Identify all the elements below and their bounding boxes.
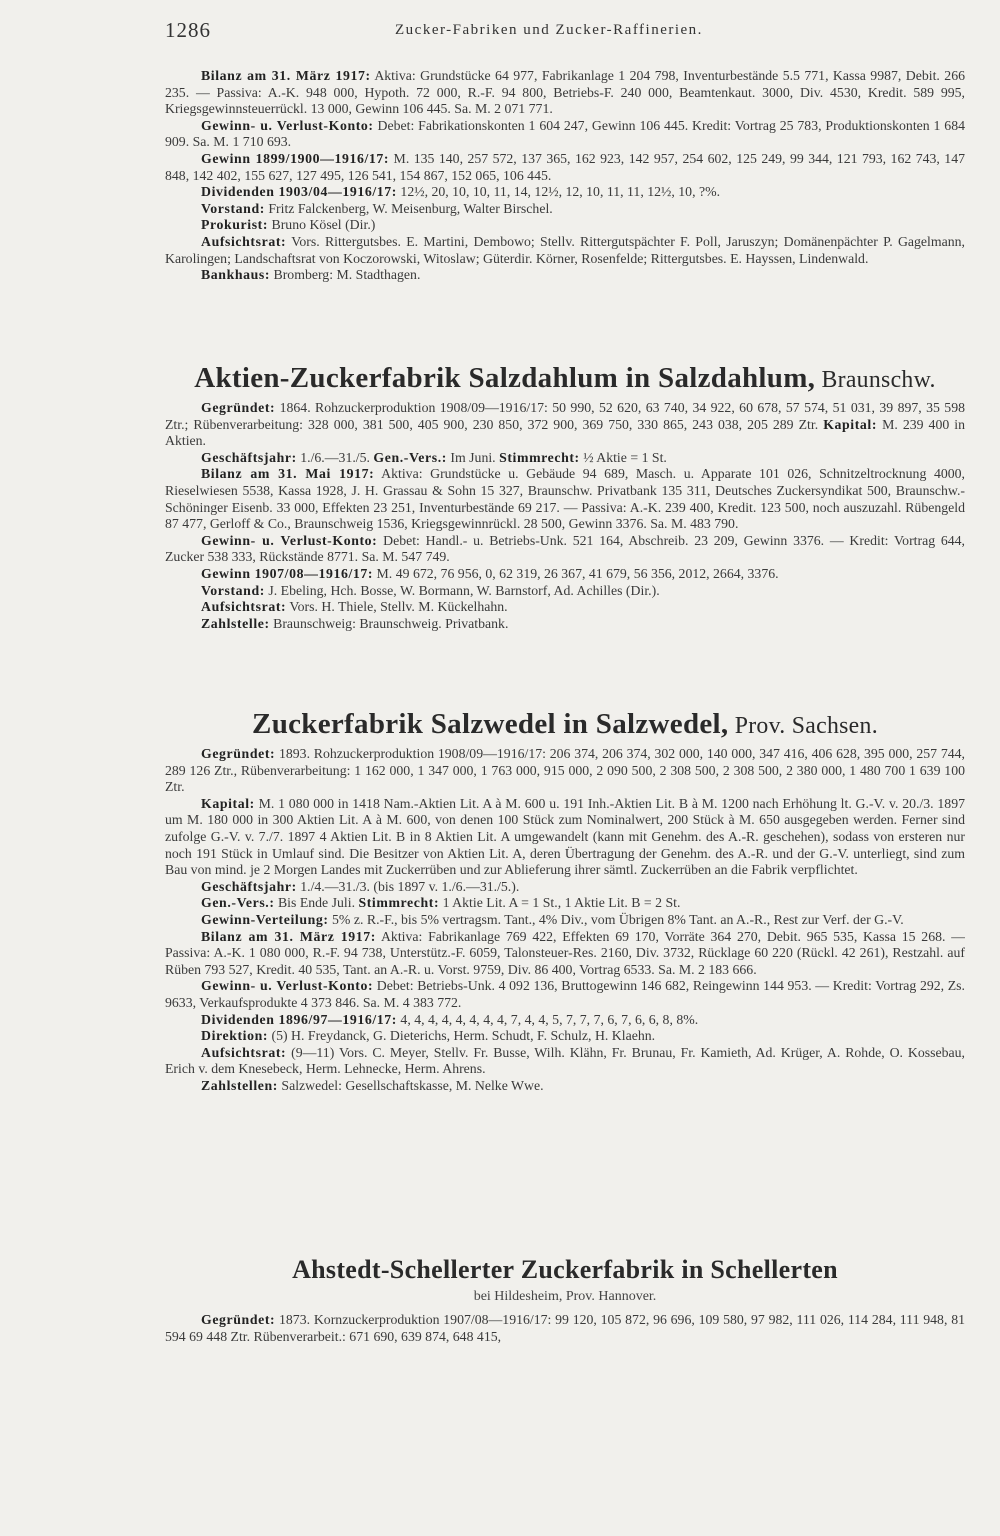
- paragraph-gewinn: [165, 151, 965, 184]
- keyword: Vorstand:: [201, 200, 265, 216]
- paragraph-gewinn-verlust: [165, 533, 965, 566]
- paragraph-gewinn-verlust: [165, 118, 965, 151]
- keyword: Gegründet:: [201, 746, 276, 761]
- text: J. Ebeling, Hch. Bosse, W. Bormann, W. Barnstorf, Ad. Achilles (Dir.).: [264, 582, 660, 598]
- text: Im Juni.: [446, 449, 500, 465]
- entry-salzwedel: [165, 746, 965, 1536]
- keyword: Gewinn- u. Verlust-Konto:: [201, 117, 374, 133]
- company-title: [165, 362, 965, 395]
- paragraph-gewinn: [165, 566, 965, 583]
- keyword: Aufsichtsrat:: [201, 599, 287, 615]
- text: Braunschweig: Braunschweig. Privatbank.: [269, 615, 509, 631]
- text: Fritz Falckenberg, W. Meisenburg, Walter Birschel.: [264, 200, 553, 216]
- entry-schellerten: [165, 1312, 965, 1352]
- keyword: Stimmrecht:: [499, 449, 580, 465]
- keyword: Gewinn 1907/08—1916/17:: [201, 565, 374, 581]
- paragraph-bilanz: [165, 68, 965, 118]
- company-name: Zuckerfabrik Salzwedel in Salzwedel,: [252, 708, 729, 740]
- paragraph-gewinn-verlust: [165, 978, 965, 1011]
- keyword: Bankhaus:: [201, 267, 271, 283]
- keyword: Aufsichtsrat:: [201, 233, 287, 249]
- keyword: Dividenden 1903/04—1916/17:: [201, 184, 397, 200]
- text: M. 239 400 in Aktien.: [165, 416, 965, 449]
- paragraph-vorstand: [165, 583, 965, 600]
- text: Aktiva: Grundstücke u. Gebäude 94 689, Masch. u. Apparate 101 026, Schnitzeltrocknung 4000, Rieselwiesen 5538, Kassa 1928, J. H. Grassau & Sohn 15 327, Braunschw. Privatbank 135 311, Deutsches Zuckersyndikat 500, Braunschw.-Schöninger Eisenb. 33 000, Effekten 23 251, Inventurbestände 69 217. — Passiva: A.-K. 239 400, Kredit. 123 500, noch auszuzahl. Rübengeld 87 477, Gerloff & Co., Braunschweig 1536, Kriegsgewinnrückl. 28 500, Gewinn 3376. Sa. M. 483 790.: [165, 466, 965, 532]
- paragraph-geschaeftsjahr: [165, 879, 965, 896]
- text: Bis Ende Juli.: [274, 895, 359, 911]
- keyword: Bilanz am 31. Mai 1917:: [201, 466, 375, 482]
- keyword: Bilanz am 31. März 1917:: [201, 68, 371, 83]
- text: Debet: Betriebs-Unk. 4 092 136, Bruttogewinn 146 682, Reingewinn 144 953. — Kredit: Vortrag 292, Zs. 9633, Verkaufsprodukte 4 373 846. Sa. M. 4 383 772.: [165, 978, 965, 1010]
- paragraph-prokurist: [165, 217, 965, 234]
- text: ½ Aktie = 1 St.: [579, 449, 667, 465]
- text: Vors. H. Thiele, Stellv. M. Kückelhahn.: [286, 599, 508, 615]
- keyword: Kapital:: [823, 416, 878, 432]
- company-location: Prov. Sachsen.: [728, 713, 878, 739]
- company-name: Ahstedt-Schellerter Zuckerfabrik in Schellerten: [292, 1255, 838, 1284]
- keyword: Geschäftsjahr:: [201, 449, 297, 465]
- text: M. 1 080 000 in 1418 Nam.-Aktien Lit. A à M. 600 u. 191 Inh.-Aktien Lit. B à M. 1200 nach Erhöhung lt. G.-V. v. 20./3. 1897 um M. 180 000 in 300 Aktien Lit. A à M. 600, von denen 100 Stück zum Nominalwert, 200 Stück à M. 650 ausgegeben werden. Ferner sind zufolge G.-V. v. 7./7. 1897 4 Aktien Lit. B in 8 Aktien Lit. A umgewandelt (kann mit Genehm. des A.-R. geschehen), sodass von ersteren nur noch 191 Stück in Umlauf sind. Die Besitzer von Aktien Lit. A, deren Übertragung der Genehm. des A.-R. und der G.-V. unterliegt, sind zum Bau von mind. je 2 Morgen Landes mit Zuckerrüben und zur Ablieferung ihrer sämtl. Zuckerrüben an die Fabrik verpflichtet.: [165, 795, 965, 878]
- paragraph-vorstand: [165, 201, 965, 218]
- keyword: Gen.-Vers.:: [201, 895, 275, 911]
- paragraph-geschaeftsjahr: [165, 450, 965, 467]
- paragraph-zahlstellen: [165, 1078, 965, 1095]
- paragraph-dividenden: [165, 184, 965, 201]
- text: Vors. Rittergutsbes. E. Martini, Dembowo; Stellv. Rittergutspächter F. Poll, Jaruszyn; Domänenpächter P. Gagelmann, Karolingen; Landschaftsrat von Koczorowski, Witoslaw; Güterdir. Körner, Rosenfelde; Rittergutsbes. E. Hayssen, Lindenwald.: [165, 233, 965, 266]
- keyword: Dividenden 1896/97—1916/17:: [201, 1011, 397, 1027]
- page-number: 1286: [165, 18, 211, 42]
- page-header: [165, 18, 965, 44]
- text: Bromberg: M. Stadthagen.: [270, 267, 421, 283]
- text: (9—11) Vors. C. Meyer, Stellv. Fr. Busse, Wilh. Klähn, Fr. Brunau, Fr. Kamieth, Ad. Krüger, A. Rohde, O. Kossebau, Erich v. dem Knesebeck, Herm. Lehnecke, Herm. Ahrens.: [165, 1044, 965, 1077]
- text: 5% z. R.-F., bis 5% vertragsm. Tant., 4% Div., vom Übrigen 8% Tant. an A.-R., Rest zur Verf. der G.-V.: [328, 911, 904, 927]
- paragraph-dividenden: [165, 1012, 965, 1029]
- keyword: Bilanz am 31. März 1917:: [201, 928, 376, 944]
- keyword: Gewinn-Verteilung:: [201, 911, 329, 927]
- text: Debet: Handl.- u. Betriebs-Unk. 521 164, Abschreib. 23 209, Gewinn 3376. — Kredit: Vortrag 644, Zucker 538 333, Rückstände 8771. Sa. M. 547 749.: [165, 532, 965, 565]
- paragraph-zahlstelle: [165, 616, 965, 633]
- keyword: Gewinn 1899/1900—1916/17:: [201, 150, 390, 166]
- text: 4, 4, 4, 4, 4, 4, 4, 4, 7, 4, 4, 5, 7, 7, 7, 6, 7, 6, 6, 8, 8%.: [396, 1011, 699, 1027]
- text: M. 135 140, 257 572, 137 365, 162 923, 142 957, 254 602, 125 249, 99 344, 121 793, 162 743, 147 848, 142 402, 155 627, 127 495, 126 541, 154 867, 152 065, 106 445.: [165, 150, 965, 183]
- entry-previous-company: [165, 68, 965, 340]
- text: Debet: Fabrikationskonten 1 604 247, Gewinn 106 445. Kredit: Vortrag 25 783, Produktionskonten 1 684 909. Sa. M. 1 710 693.: [165, 117, 965, 150]
- keyword: Zahlstelle:: [201, 615, 270, 631]
- company-title: [165, 708, 965, 741]
- paragraph-aufsichtsrat: [165, 1045, 965, 1078]
- running-head: Zucker-Fabriken und Zucker-Raffinerien.: [395, 22, 703, 38]
- text: 12½, 20, 10, 10, 11, 14, 12½, 12, 10, 11, 11, 12½, 10, ?%.: [396, 184, 721, 200]
- paragraph-bilanz: [165, 466, 965, 532]
- keyword: Zahlstellen:: [201, 1077, 278, 1093]
- paragraph-aufsichtsrat: [165, 599, 965, 616]
- paragraph-kapital: [165, 796, 965, 879]
- entry-salzdahlum: [165, 400, 965, 692]
- keyword: Direktion:: [201, 1028, 269, 1044]
- keyword: Aufsichtsrat:: [201, 1044, 287, 1060]
- text: 1864. Rohzuckerproduktion 1908/09—1916/17: 50 990, 52 620, 63 740, 34 922, 60 678, 57 574, 51 031, 39 897, 35 598 Ztr.; Rübenverarbeitung: 328 000, 381 500, 405 900, 230 850, 372 900, 369 750, 330 865, 243 038, 205 289 Ztr.: [165, 400, 965, 432]
- text: 1873. Kornzuckerproduktion 1907/08—1916/17: 99 120, 105 872, 96 696, 109 580, 97 982, 111 026, 114 284, 111 948, 81 594 69 448 Ztr. Rübenverarbeit.: 671 690, 639 874, 648 415,: [165, 1312, 965, 1344]
- paragraph-gen-vers: [165, 895, 965, 912]
- text: M. 49 672, 76 956, 0, 62 319, 26 367, 41 679, 56 356, 2012, 2664, 3376.: [373, 565, 779, 581]
- keyword: Vorstand:: [201, 582, 265, 598]
- text: Aktiva: Grundstücke 64 977, Fabrikanlage 1 204 798, Inventurbestände 5.5 771, Kassa 9987, Debit. 266 235. — Passiva: A.-K. 948 000, Hypoth. 72 000, R.-F. 94 800, Betriebs-F. 240 000, Beamtenkaut. 3000, Div. 4530, Kredit. 589 995, Kriegsgewinnsteuerrückl. 13 000, Gewinn 106 445. Sa. M. 2 071 771.: [165, 68, 965, 117]
- paragraph-gewinn-verteilung: [165, 912, 965, 929]
- keyword: Gegründet:: [201, 1312, 276, 1327]
- keyword: Kapital:: [201, 795, 255, 811]
- paragraph-gegruendet: [165, 746, 965, 796]
- text: 1./4.—31./3. (bis 1897 v. 1./6.—31./5.).: [296, 878, 520, 894]
- text: 1 Aktie Lit. A = 1 St., 1 Aktie Lit. B = 2 St.: [439, 895, 681, 911]
- company-title: [165, 1255, 965, 1285]
- keyword: Prokurist:: [201, 217, 269, 233]
- company-location: bei Hildesheim, Prov. Hannover.: [473, 1289, 657, 1304]
- paragraph-direktion: [165, 1028, 965, 1045]
- text: Bruno Kösel (Dir.): [268, 217, 376, 233]
- text: 1893. Rohzuckerproduktion 1908/09—1916/17: 206 374, 206 374, 302 000, 140 000, 347 416, 406 628, 395 000, 257 744, 289 126 Ztr., Rübenverarbeitung: 1 162 000, 1 347 000, 1 763 000, 915 000, 2 090 500, 2 308 500, 2 308 500, 2 380 000, 1 480 700 1 639 100 Ztr.: [165, 746, 965, 795]
- keyword: Gewinn- u. Verlust-Konto:: [201, 532, 378, 548]
- company-location: Braunschw.: [815, 367, 936, 393]
- paragraph-bilanz: [165, 929, 965, 979]
- text: 1./6.—31./5.: [296, 449, 374, 465]
- paragraph-bankhaus: [165, 267, 965, 284]
- paragraph-aufsichtsrat: [165, 234, 965, 267]
- company-name: Aktien-Zuckerfabrik Salzdahlum in Salzdahlum,: [194, 362, 816, 394]
- keyword: Gegründet:: [201, 400, 276, 415]
- paragraph-gegruendet: [165, 400, 965, 450]
- keyword: Stimmrecht:: [358, 895, 440, 911]
- text: (5) H. Freydanck, G. Dieterichs, Herm. Schudt, F. Schulz, H. Klaehn.: [268, 1028, 656, 1044]
- keyword: Gewinn- u. Verlust-Konto:: [201, 978, 374, 994]
- text: Aktiva: Fabrikanlage 769 422, Effekten 69 170, Vorräte 364 270, Debit. 965 535, Kassa 15 268. — Passiva: A.-K. 1 080 000, R.-F. 94 738, Unterstütz.-F. 6059, Talonsteuer-Res. 2160, Div. 3732, Rücklage 60 220 (Rückl. 42 261), Restzahl. auf Rüben 793 527, Kredit. 40 535, Tant. an A.-R. u. Vorst. 9759, Div. 86 400, Vortrag 6533. Sa. M. 2 183 666.: [165, 928, 965, 977]
- keyword: Geschäftsjahr:: [201, 878, 297, 894]
- paragraph-gegruendet: [165, 1312, 965, 1345]
- text: Salzwedel: Gesellschaftskasse, M. Nelke Wwe.: [277, 1077, 544, 1093]
- keyword: Gen.-Vers.:: [373, 449, 447, 465]
